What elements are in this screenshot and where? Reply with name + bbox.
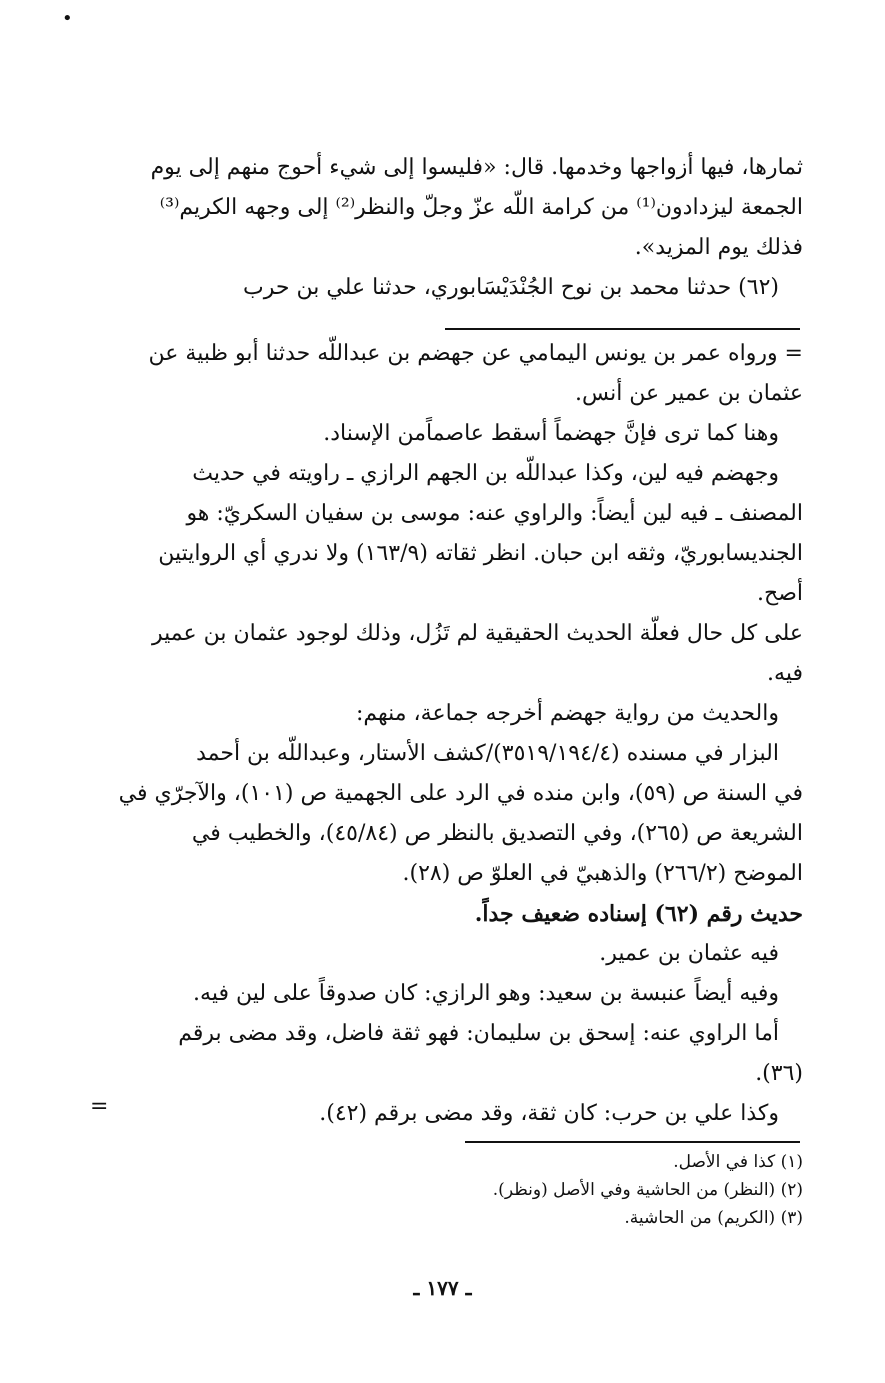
footnote-item: (٣) (الكريم) من الحاشية. [624, 1208, 803, 1228]
commentary-line: في السنة ص (٥٩)، وابن منده في الرد على الجهمية ص (١٠١)، والآجرّي في [118, 781, 803, 806]
footnote-item: (١) كذا في الأصل. [673, 1152, 803, 1172]
main-line: فذلك يوم المزيد». [634, 235, 803, 260]
corner-mark: • [62, 8, 73, 29]
commentary-line: الموضح (٢٦٦/٢) والذهبيّ في العلوّ ص (٢٨). [402, 861, 803, 886]
continuation-mark: = [90, 1094, 109, 1119]
commentary-line: المصنف ـ فيه لين أيضاً: والراوي عنه: موسى بن سفيان السكريّ: هو [186, 501, 803, 526]
commentary-line: البزار في مسنده (٣٥١٩/١٩٤/٤)/كشف الأستار، وعبداللّه بن أحمد [196, 741, 779, 766]
main-line: (٦٢) حدثنا محمد بن نوح الجُنْدَيْسَابوري، حدثنا علي بن حرب [243, 275, 779, 300]
commentary-line: وهنا كما ترى فإنَّ جهضماً أسقط عاصماًمن الإسناد. [323, 421, 779, 446]
footnote-item: (٢) (النظر) من الحاشية وفي الأصل (ونظر). [492, 1180, 803, 1200]
commentary-line: (٣٦). [755, 1061, 803, 1086]
commentary-line: عثمان بن عمير عن أنس. [575, 381, 803, 406]
main-text [113, 148, 803, 308]
commentary-divider [445, 328, 800, 330]
main-line: الجمعة ليزدادون⁽¹⁾ من كرامة اللّه عزّ وجلّ والنظر⁽²⁾ إلى وجهه الكريم⁽³⁾ [159, 195, 803, 220]
commentary-line: وجهضم فيه لين، وكذا عبداللّه بن الجهم الرازي ـ راويته في حديث [192, 461, 779, 486]
commentary-line: وفيه أيضاً عنبسة بن سعيد: وهو الرازي: كان صدوقاً على لين فيه. [193, 981, 779, 1006]
commentary-line: أصح. [757, 581, 803, 606]
commentary-line: وكذا علي بن حرب: كان ثقة، وقد مضى برقم (٤٢). [319, 1101, 779, 1126]
commentary-line: فيه. [767, 661, 803, 686]
commentary-heading: حديث رقم (٦٢) إسناده ضعيف جداً. [474, 901, 803, 927]
commentary-line: فيه عثمان بن عمير. [599, 941, 779, 966]
commentary-line: أما الراوي عنه: إسحق بن سليمان: فهو ثقة فاضل، وقد مضى برقم [178, 1021, 779, 1046]
footnotes [113, 1148, 803, 1232]
page-number: ـ ١٧٧ ـ [413, 1276, 472, 1300]
commentary-line: الجنديسابوريّ، وثقه ابن حبان. انظر ثقاته (١٦٣/٩) ولا ندري أي الروايتين [158, 541, 803, 566]
main-line: ثمارها، فيها أزواجها وخدمها. قال: «فليسوا إلى شيء أحوج منهم إلى يوم [150, 155, 803, 180]
commentary-line: الشريعة ص (٢٦٥)، وفي التصديق بالنظر ص (٤٥/٨٤)، والخطيب في [191, 821, 803, 846]
commentary-text [113, 334, 803, 1134]
commentary-line: والحديث من رواية جهضم أخرجه جماعة، منهم: [355, 701, 779, 726]
footnote-divider [465, 1141, 800, 1143]
commentary-line: على كل حال فعلّة الحديث الحقيقية لم تَزُل، وذلك لوجود عثمان بن عمير [152, 621, 803, 646]
commentary-line: = ورواه عمر بن يونس اليمامي عن جهضم بن عبداللّه حدثنا أبو ظبية عن [148, 341, 803, 366]
